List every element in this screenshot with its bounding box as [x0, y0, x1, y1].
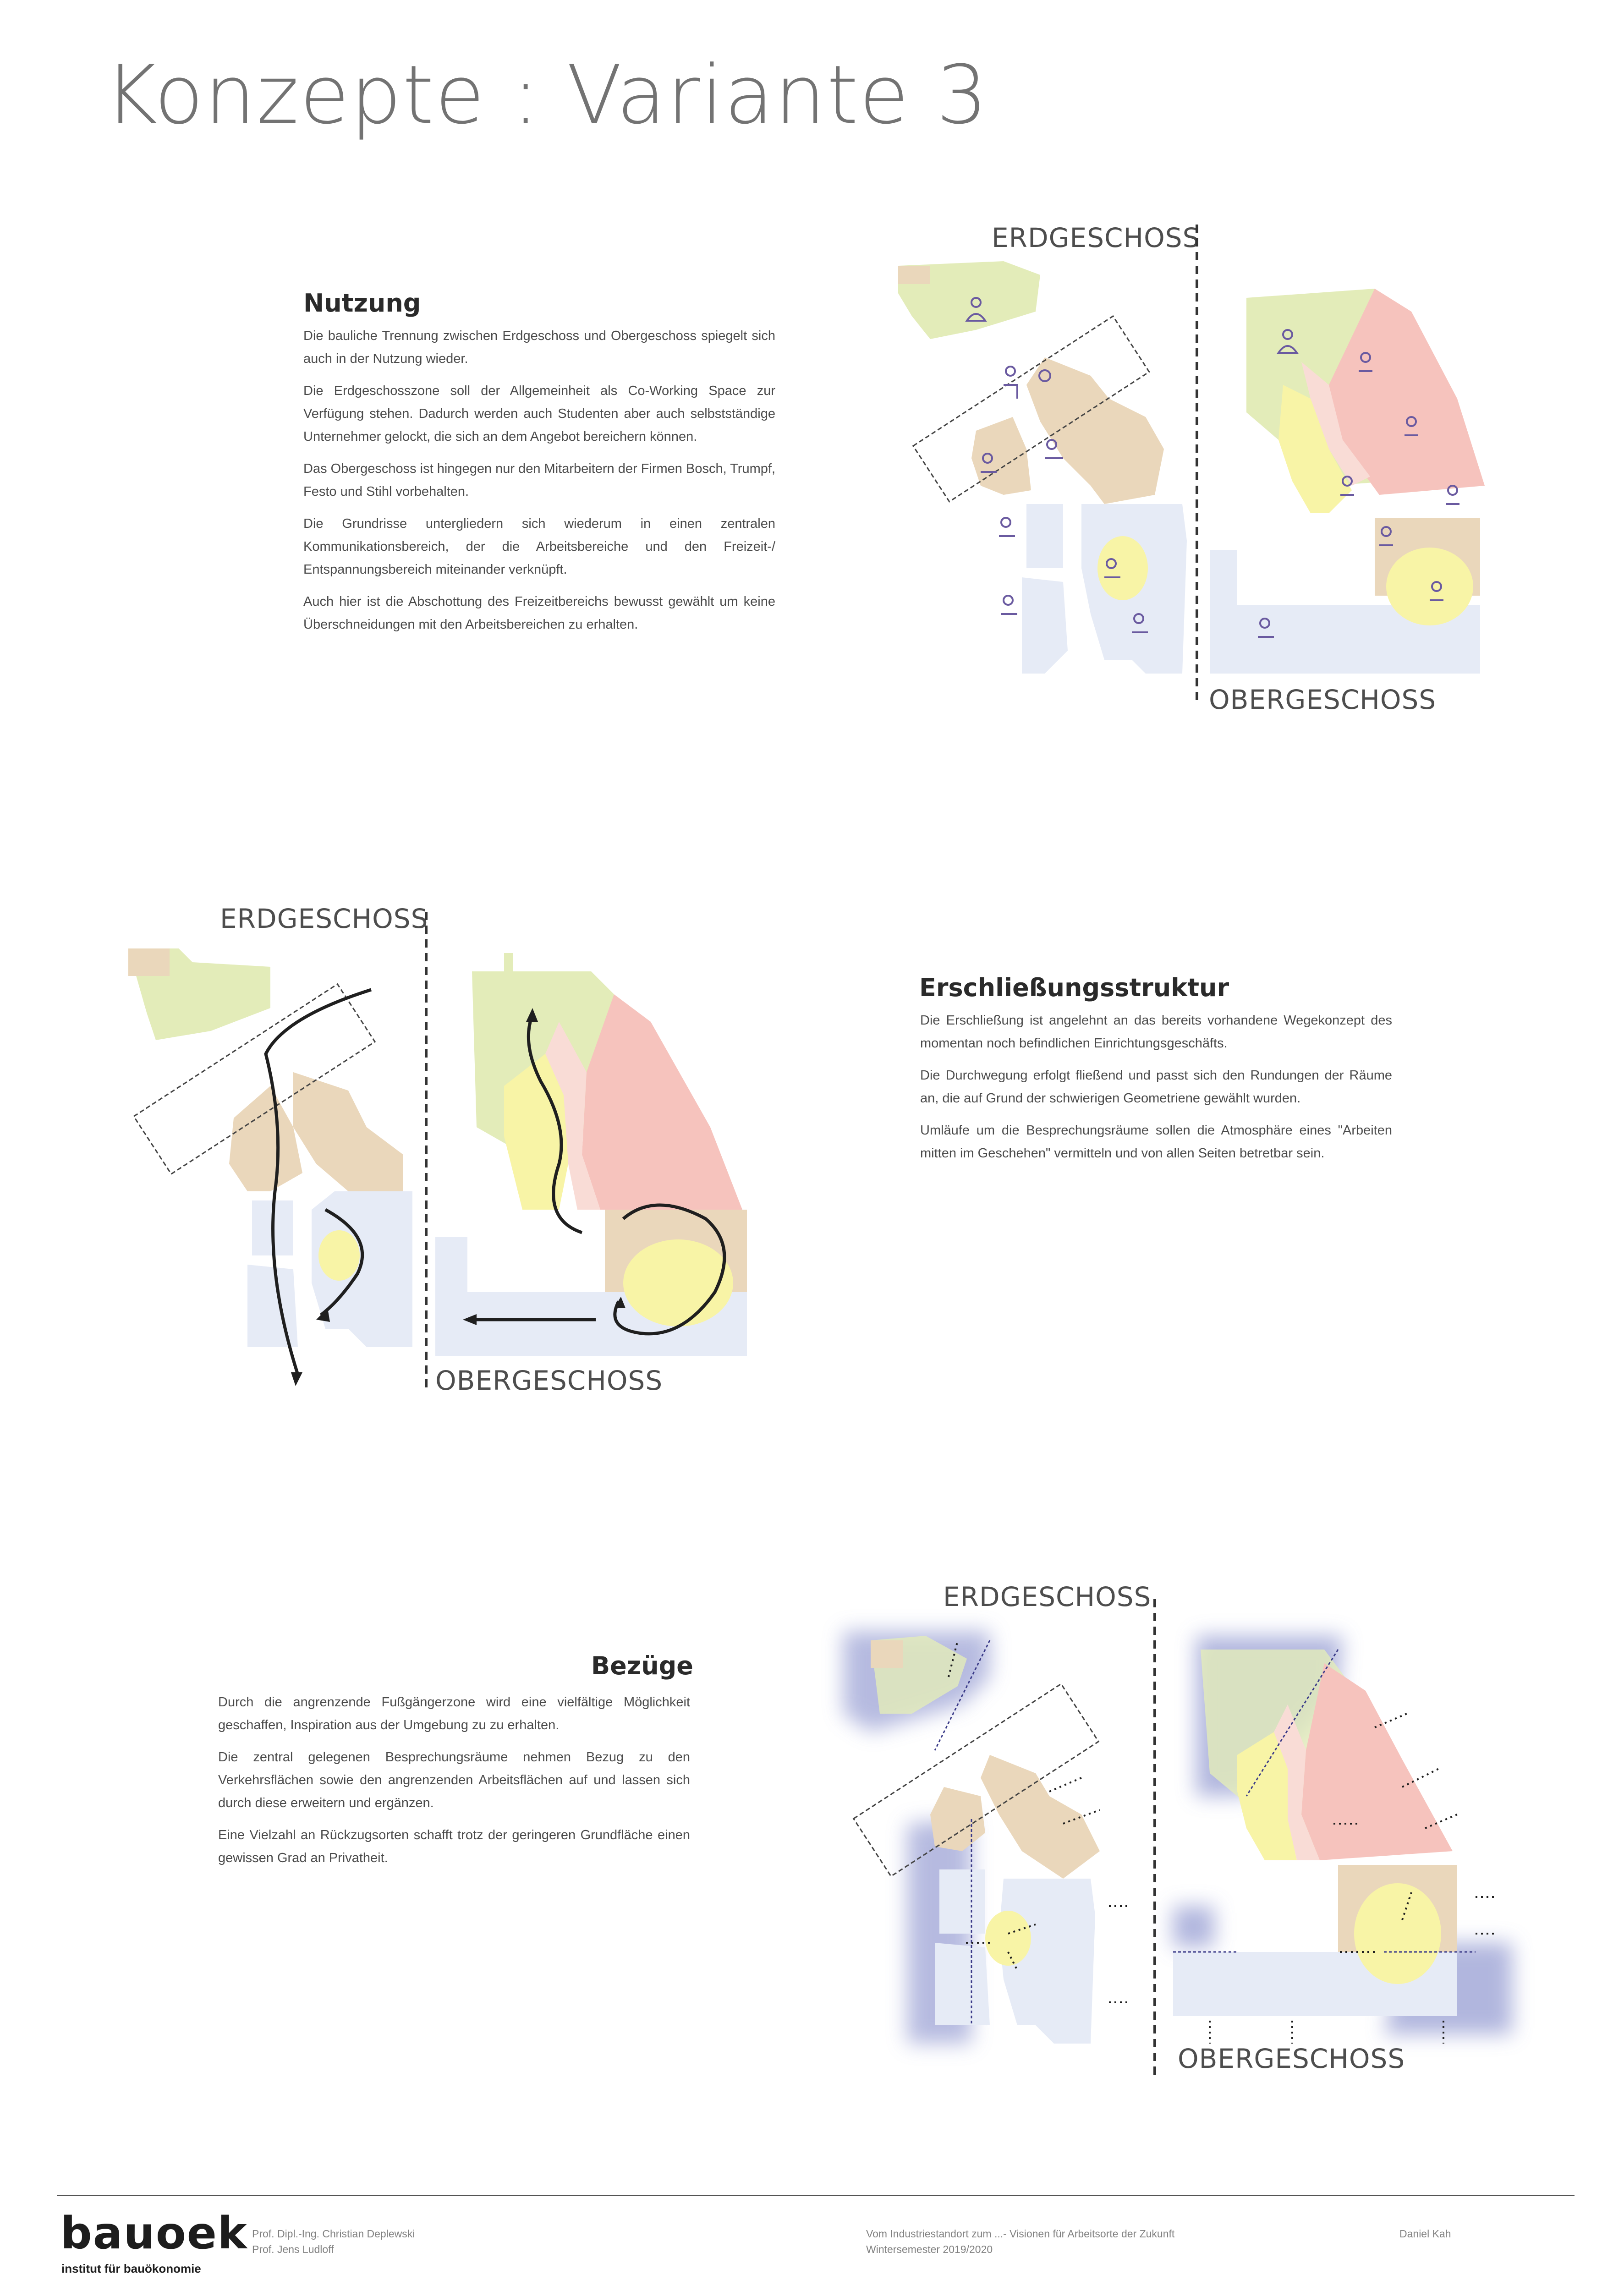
professor-2: Prof. Jens Ludloff	[252, 2243, 334, 2255]
nutzung-plan-diagram	[889, 247, 1531, 696]
floor-label-ground: ERDGESCHOSS	[992, 222, 1200, 253]
paragraph: Umläufe um die Besprechungsräume sollen die Atmosphäre eines "Arbeiten mitten im Geschehen" vermitteln und von allen Seiten betretbar sein.	[920, 1123, 1392, 1161]
floor-label-ground: ERDGESCHOSS	[943, 1581, 1152, 1612]
floor-label-upper: OBERGESCHOSS	[1209, 684, 1437, 715]
floor-label-upper: OBERGESCHOSS	[435, 1365, 663, 1396]
professor-1: Prof. Dipl.-Ing. Christian Deplewski	[252, 2228, 415, 2240]
logo-subtitle: institut für bauökonomie	[61, 2262, 201, 2275]
logo: bauoek	[60, 2208, 248, 2259]
paragraph: Die zentral gelegenen Besprechungsräume nehmen Bezug zu den Verkehrsflächen sowie den angrenzenden Arbeitsflächen auf und lassen sich durch diese erweitern und ergänzen.	[218, 1750, 690, 1810]
project-title: Vom Industriestandort zum ...- Visionen für Arbeitsorte der Zukunft	[866, 2228, 1175, 2240]
footer-divider	[57, 2195, 1575, 2196]
paragraph: Die Erdgeschosszone soll der Allgemeinheit als Co-Working Space zur Verfügung stehen. Dadurch werden auch Studenten aber auch selbstständige Unternehmer gelockt, die sich an dem Angebot bereichern können.	[303, 384, 775, 444]
paragraph: Die Grundrisse untergliedern sich wiederum in einen zentralen Kommunikationsbereich, der die Arbeitsbereiche und den Freizeit-/ Entspannungsbereich miteinander verknüpft.	[303, 516, 775, 577]
paragraph: Auch hier ist die Abschottung des Freizeitbereichs bewusst gewählt um keine Überschneidungen mit den Arbeitsbereichen zu erhalten.	[303, 594, 775, 632]
erschliessung-plan-diagram	[119, 935, 761, 1384]
nutzung-heading: Nutzung	[303, 289, 421, 318]
floor-label-ground: ERDGESCHOSS	[220, 903, 428, 934]
page-title: Konzepte : Variante 3	[104, 48, 989, 142]
paragraph: Die Durchwegung erfolgt fließend und passt sich den Rundungen der Räume an, die auf Grund der schwierigen Geometriene gewählt wurden.	[920, 1068, 1392, 1106]
semester: Wintersemester 2019/2020	[866, 2243, 993, 2255]
paragraph: Die Erschließung ist angelehnt an das bereits vorhandene Wegekonzept des momentan noch befindlichen Einrichtungsgeschäfts.	[920, 1013, 1392, 1051]
bezuege-text	[218, 1691, 690, 1879]
paragraph: Das Obergeschoss ist hingegen nur den Mitarbeitern der Firmen Bosch, Trumpf, Festo und Stihl vorbehalten.	[303, 461, 775, 499]
floor-label-upper: OBERGESCHOSS	[1178, 2043, 1405, 2074]
nutzung-text	[303, 324, 775, 645]
erschliessung-heading: Erschließungsstruktur	[919, 973, 1229, 1002]
paragraph: Eine Vielzahl an Rückzugsorten schafft trotz der geringeren Grundfläche einen gewissen Grad an Privatheit.	[218, 1828, 690, 1865]
bezuege-heading: Bezüge	[591, 1651, 693, 1680]
bezuege-plan-diagram	[834, 1622, 1531, 2062]
erschliessung-text	[920, 1009, 1392, 1174]
author: Daniel Kah	[1399, 2228, 1451, 2240]
paragraph: Durch die angrenzende Fußgängerzone wird eine vielfältige Möglichkeit geschaffen, Inspiration aus der Umgebung zu zu erhalten.	[218, 1695, 690, 1732]
paragraph: Die bauliche Trennung zwischen Erdgeschoss und Obergeschoss spiegelt sich auch in der Nutzung wieder.	[303, 329, 775, 366]
